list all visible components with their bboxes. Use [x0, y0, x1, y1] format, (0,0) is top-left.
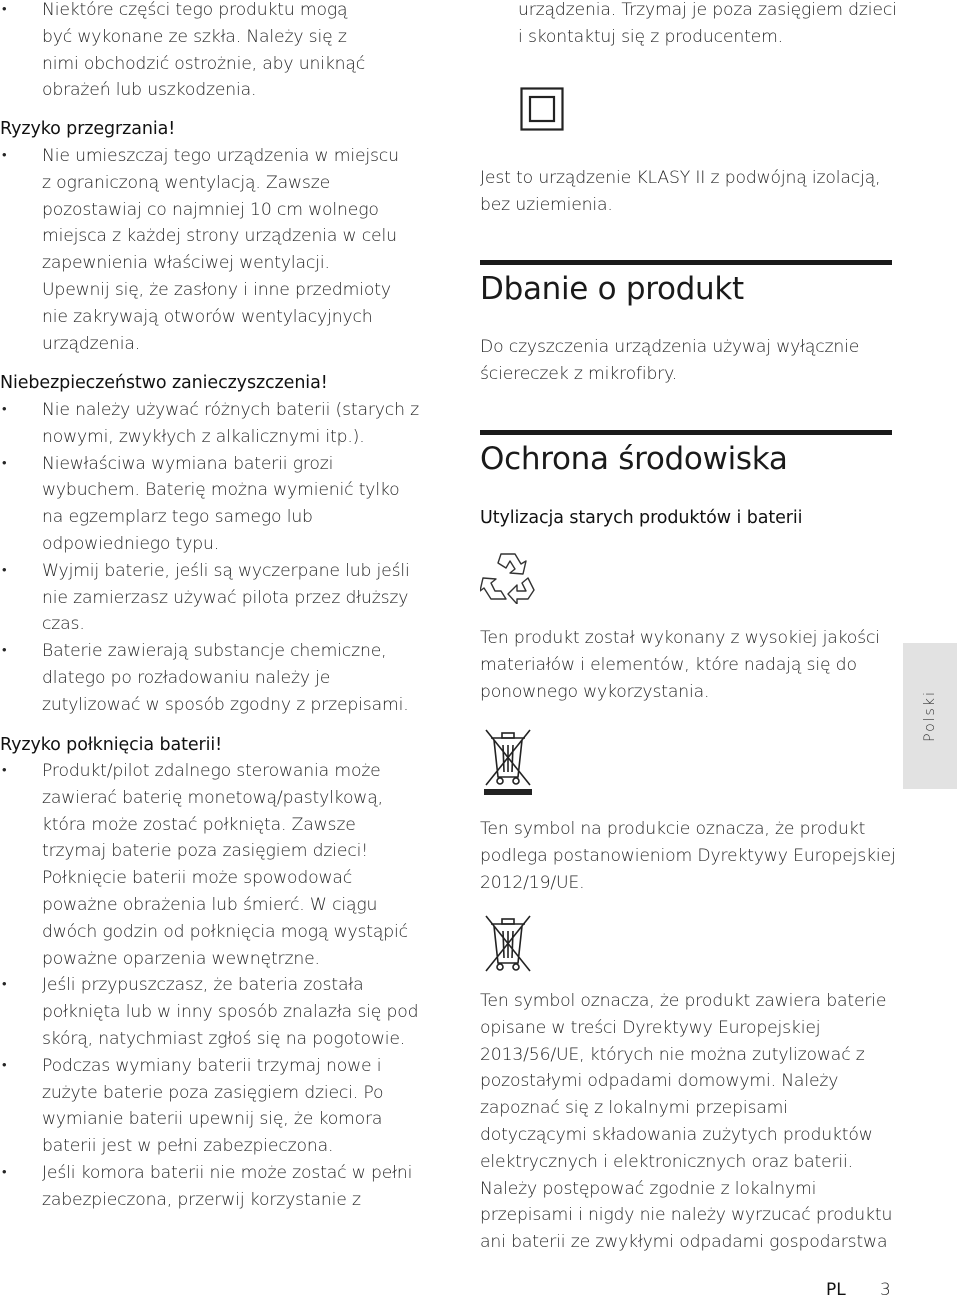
overheat-heading: Ryzyko przegrzania!: [0, 119, 176, 139]
page-number: 3: [880, 1280, 891, 1300]
bullet-item: • Nie należy używać różnych baterii (starych z nowymi, zwykłych z alkalicznymi itp.).: [0, 397, 420, 451]
environment-rule: [480, 430, 892, 435]
care-rule: [480, 260, 892, 265]
crossed-bin-icon: [484, 913, 532, 973]
contamination-heading: Niebezpieczeństwo zanieczyszczenia!: [0, 373, 328, 393]
contamination-bullets: [0, 397, 420, 719]
overheat-bullets: [0, 143, 400, 357]
language-side-tab: [903, 643, 957, 789]
swallow-bullets: [0, 758, 420, 1214]
bullet-item: • Nie umieszczaj tego urządzenia w miejscu z ograniczoną wentylacją. Zawsze pozostawiaj co najmniej 10 cm wolnego miejsca z każdej strony urządzenia w celu zapewnienia właściwej wentylacji. Upewnij się, że zasłony i inne przedmioty nie zakrywają otworów wentylacyjnych urządzenia.: [0, 143, 400, 357]
care-text: Do czyszczenia urządzenia używaj wyłącznie ściereczek z mikrofibry.: [480, 337, 860, 384]
care-title: Dbanie o produkt: [480, 271, 744, 307]
bullet-item: • Niewłaściwa wymiana baterii grozi wybuchem. Baterię można wymienić tylko na egzemplarz tego samego lub odpowiedniego typu.: [0, 451, 420, 558]
class2-text: Jest to urządzenie KLASY II z podwójną izolacją, bez uziemienia.: [480, 168, 881, 215]
recycle-text: Ten produkt został wykonany z wysokiej jakości materiałów i elementów, które nadają się do ponownego wykorzystania.: [480, 628, 880, 702]
environment-title: Ochrona środowiska: [480, 441, 788, 477]
bullet-item: • Produkt/pilot zdalnego sterowania może zawierać baterię monetową/pastylkową, która może zostać połknięta. Zawsze trzymaj baterie poza zasięgiem dzieci! Połknięcie baterii może spowodować poważne obrażenia lub śmierć. W ciągu dwóch godzin od połknięcia mogą wystąpić poważne oparzenia wewnętrzne.: [0, 758, 420, 972]
crossed-bin-with-bar-icon: [484, 727, 532, 797]
bullet-item: • Podczas wymiany baterii trzymaj nowe i zużyte baterie poza zasięgiem dzieci. Po wymianie baterii upewnij się, że komora baterii jest w pełni zabezpieczona.: [0, 1053, 420, 1160]
bullet-item: • Jeśli komora baterii nie może zostać w pełni zabezpieczona, przerwij korzystanie z: [0, 1160, 420, 1214]
double-square-icon: [520, 87, 564, 131]
continuation-text: urządzenia. Trzymaj je poza zasięgiem dzieci i skontaktuj się z producentem.: [518, 0, 897, 47]
recycle-icon: [480, 548, 536, 604]
swallow-heading: Ryzyko połknięcia baterii!: [0, 735, 223, 755]
bullet-item: • Jeśli przypuszczasz, że bateria została połknięta lub w inny sposób znalazła się pod skórą, natychmiast zgłoś się na pogotowie.: [0, 972, 420, 1052]
battery-text: Ten symbol oznacza, że produkt zawiera baterie opisane w treści Dyrektywy Europejskiej 2013/56/UE, których nie można zutylizować z pozostałymi odpadami domowymi. Należy zapoznać się z lokalnymi przepisami dotyczącymi składowania zużytych produktów elektrycznych i elektronicznych oraz baterii. Należy postępować zgodnie z lokalnymi przepisami i nigdy nie należy wyrzucać produktu ani baterii ze zwykłymi odpadami gospodarstwa: [480, 991, 893, 1253]
environment-subtitle: Utylizacja starych produktów i baterii: [480, 508, 803, 528]
weee-text: Ten symbol na produkcie oznacza, że produkt podlega postanowieniom Dyrektywy Europejskiej 2012/19/UE.: [480, 819, 896, 893]
language-side-tab-label: Polski: [922, 690, 938, 742]
bullet-item: • Niektóre części tego produktu mogą być wykonane ze szkła. Należy się z nimi obchodzić ostrożnie, aby uniknąć obrażeń lub uszkodzenia.: [0, 0, 380, 104]
bullet-item: • Baterie zawierają substancje chemiczne, dlatego po rozładowaniu należy je zutylizować w sposób zgodny z przepisami.: [0, 638, 420, 718]
bullet-item: • Wyjmij baterie, jeśli są wyczerpane lub jeśli nie zamierzasz używać pilota przez dłuższy czas.: [0, 558, 420, 638]
intro-bullets: [0, 0, 380, 104]
footer-lang: PL: [826, 1280, 846, 1300]
